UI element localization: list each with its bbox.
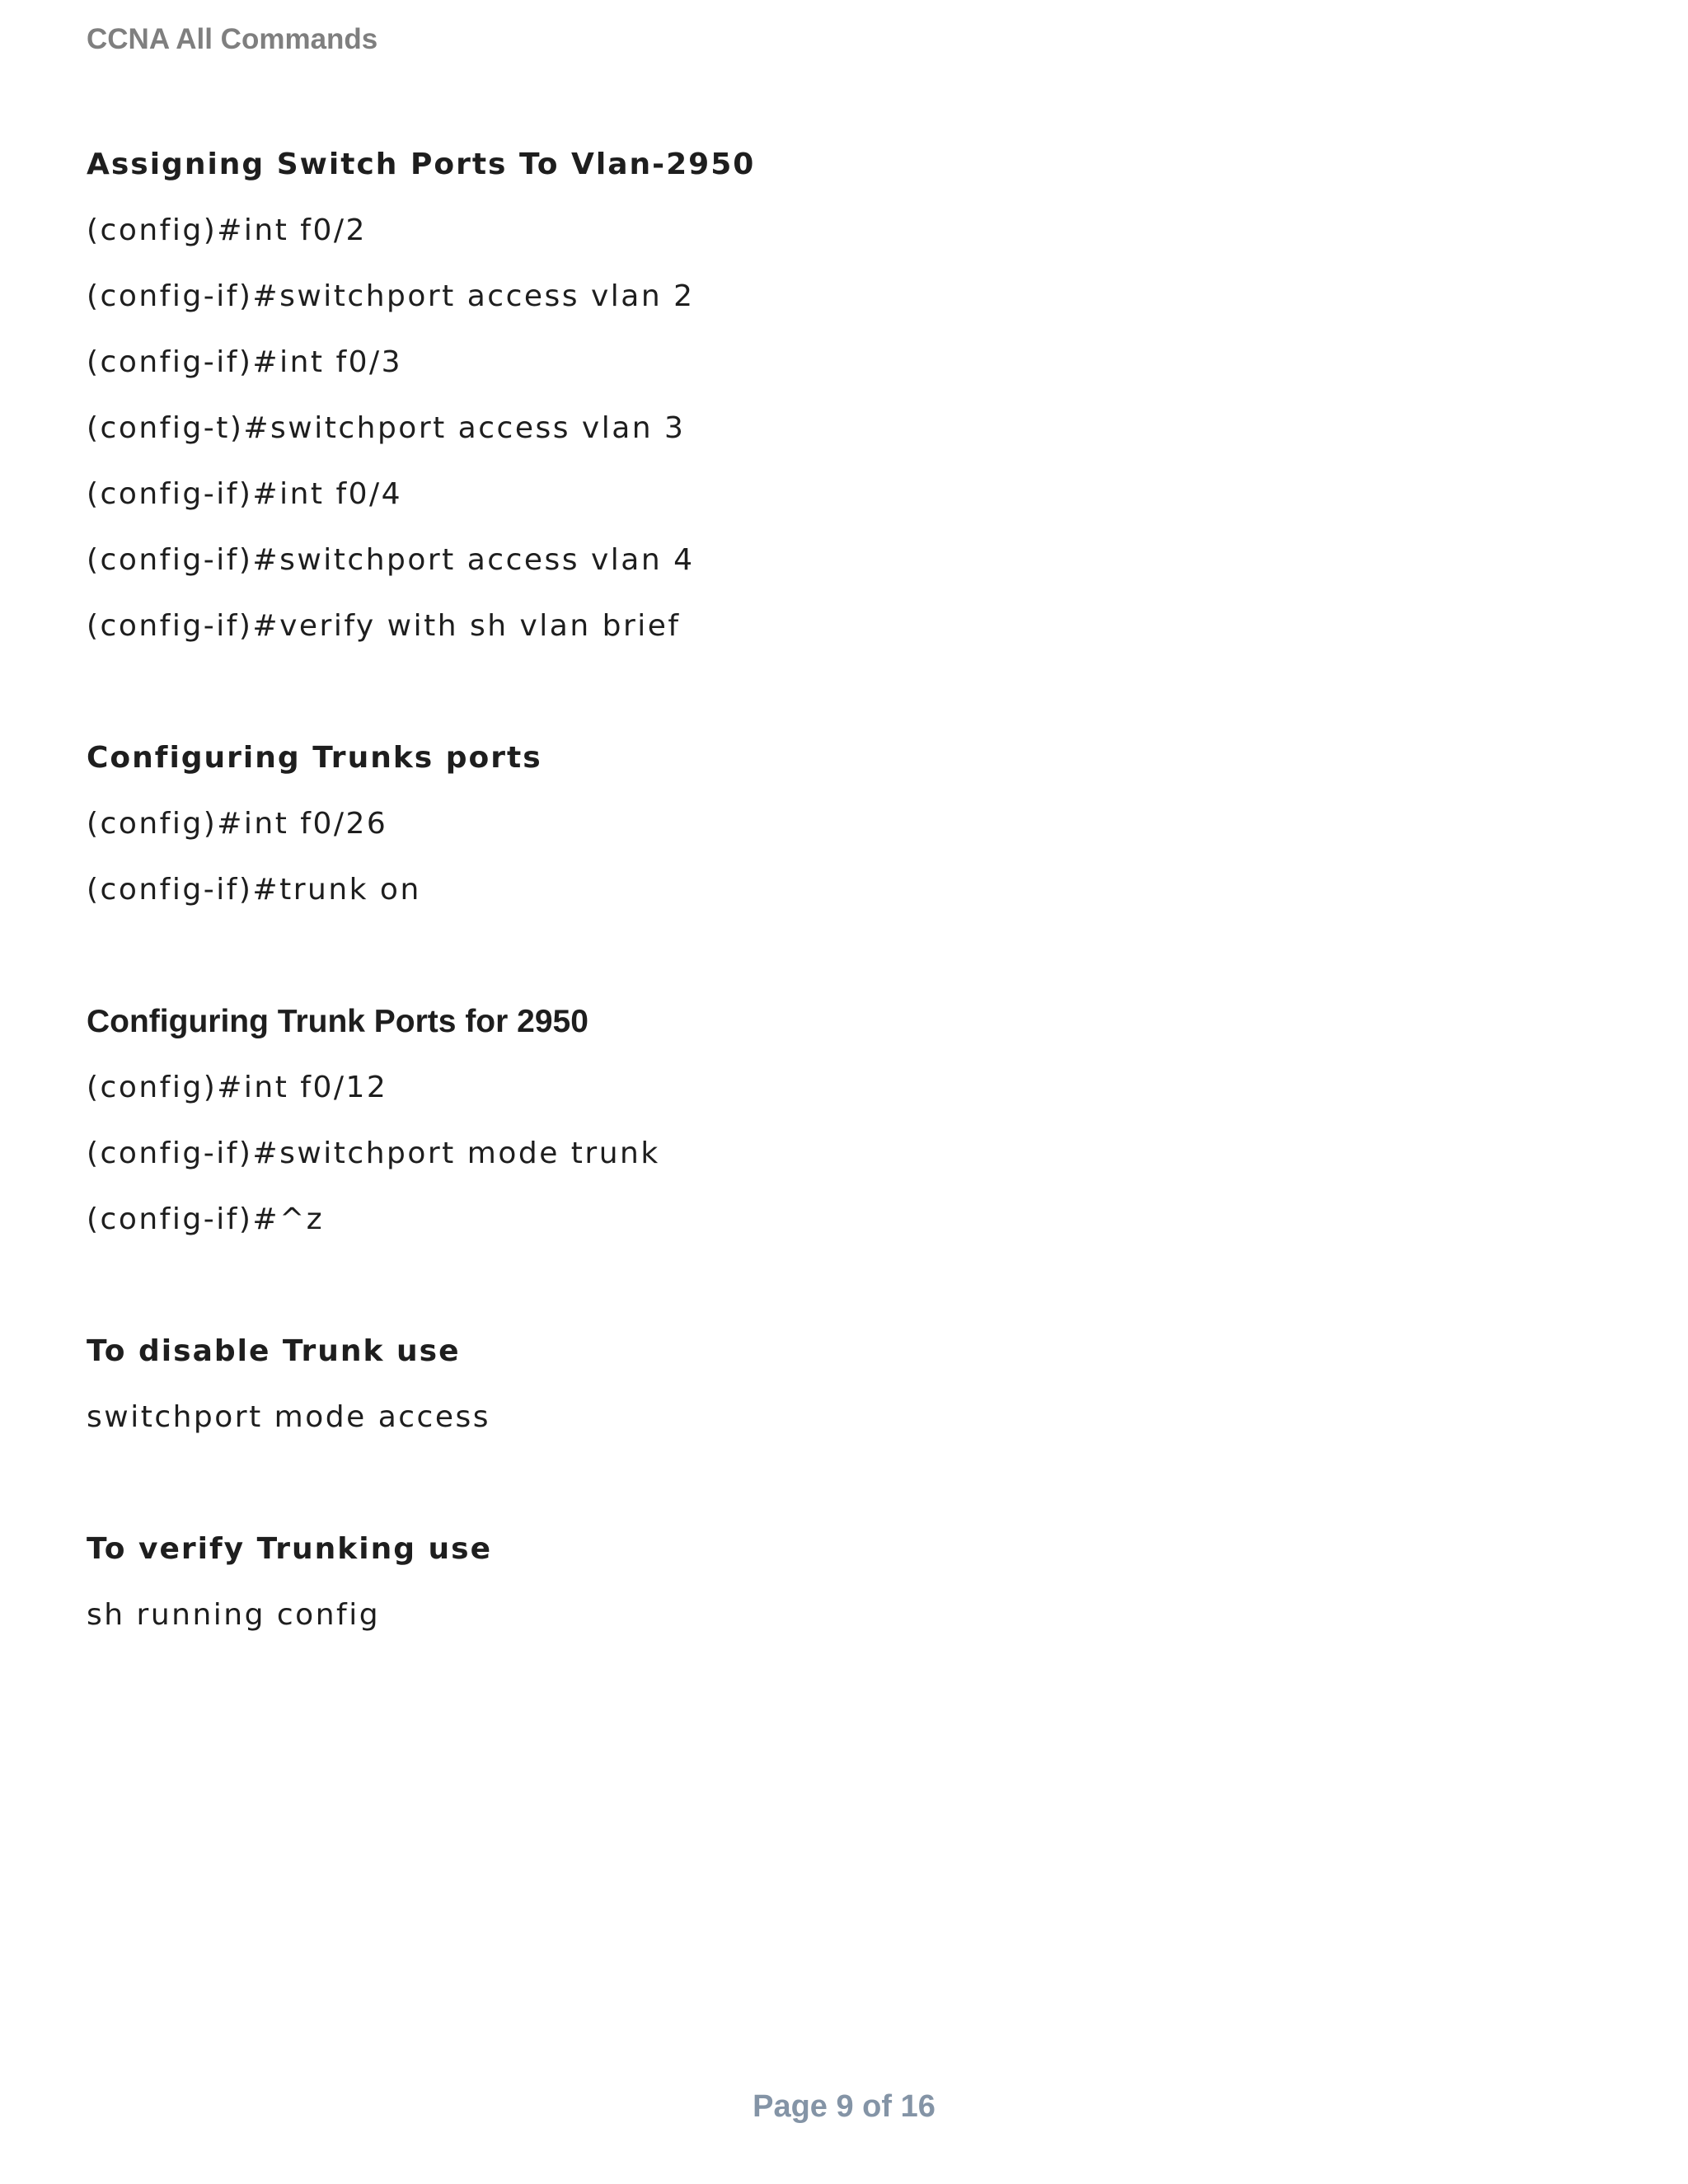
- command-line: (config-if)#int f0/4: [87, 477, 403, 511]
- command-line: (config-if)#verify with sh vlan brief: [87, 609, 681, 643]
- command-line: sh running config: [87, 1598, 381, 1632]
- document-running-header: CCNA All Commands: [87, 23, 378, 55]
- section-configuring-trunks-ports: [87, 725, 1595, 923]
- command-line: (config-if)#switchport mode trunk: [87, 1137, 660, 1170]
- command-line: (config)#int f0/26: [87, 807, 388, 841]
- command-line: (config-if)#trunk on: [87, 873, 421, 907]
- command-line: switchport mode access: [87, 1400, 491, 1434]
- section-heading: Configuring Trunks ports: [87, 741, 542, 775]
- section-verify-trunking: [87, 1516, 1595, 1648]
- document-body: [87, 132, 1595, 1714]
- section-heading: Assigning Switch Ports To Vlan-2950: [87, 148, 756, 181]
- section-disable-trunk: [87, 1319, 1595, 1451]
- page-number: Page 9 of 16: [753, 2089, 935, 2124]
- command-line: (config-if)#switchport access vlan 4: [87, 543, 695, 577]
- command-line: (config)#int f0/2: [87, 213, 367, 247]
- command-line: (config-if)#switchport access vlan 2: [87, 279, 695, 313]
- command-line: (config)#int f0/12: [87, 1071, 388, 1104]
- command-line: (config-if)#^z: [87, 1202, 325, 1236]
- section-trunk-ports-2950: [87, 989, 1595, 1253]
- section-heading: To disable Trunk use: [87, 1334, 461, 1368]
- section-heading: Configuring Trunk Ports for 2950: [87, 1004, 588, 1039]
- section-heading: To verify Trunking use: [87, 1532, 492, 1566]
- command-line: (config-t)#switchport access vlan 3: [87, 411, 686, 445]
- section-assigning-switch-ports: [87, 132, 1595, 659]
- command-line: (config-if)#int f0/3: [87, 345, 403, 379]
